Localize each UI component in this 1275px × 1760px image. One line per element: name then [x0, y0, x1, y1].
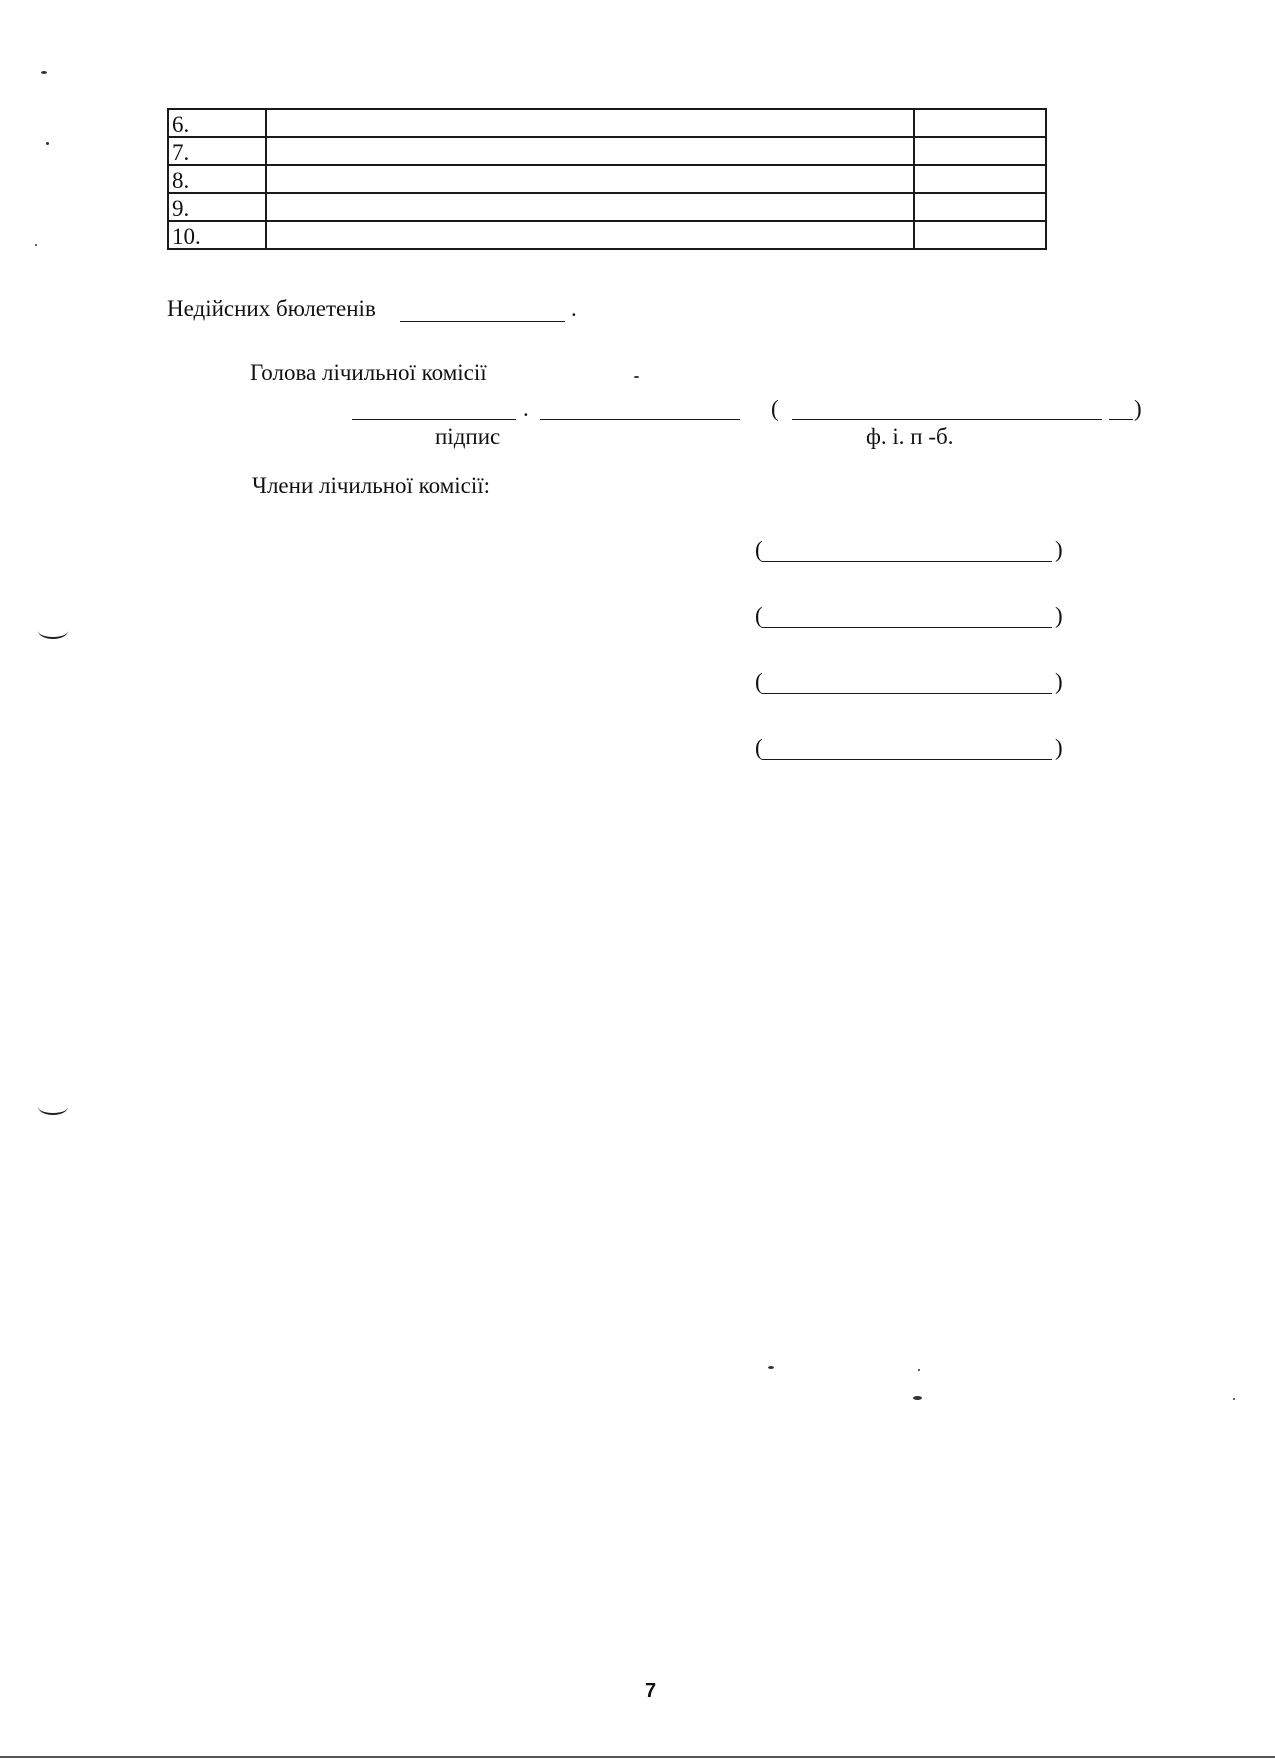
signature-caption: підпис	[435, 424, 501, 449]
chair-date-blank	[540, 419, 740, 420]
candidate-name-cell	[266, 193, 914, 221]
chair-name-blank-tail	[1109, 419, 1133, 420]
member-name-blank	[762, 561, 1052, 562]
member-open-paren: (	[755, 669, 763, 694]
chair-signature-blank	[352, 419, 516, 420]
member-open-paren: (	[755, 537, 763, 562]
scan-speck	[35, 244, 37, 246]
invalid-ballots-label: Недійсних бюлетенів	[167, 296, 376, 321]
members-title: Члени лічильної комісії:	[252, 473, 491, 498]
votes-cell	[914, 165, 1046, 193]
scan-speck	[41, 71, 47, 74]
candidate-name-cell	[266, 137, 914, 165]
member-name-blank	[762, 693, 1052, 694]
table-row	[168, 109, 1046, 137]
scan-speck	[634, 376, 639, 378]
votes-cell	[914, 109, 1046, 137]
scan-speck	[918, 1369, 920, 1371]
table-row	[168, 137, 1046, 165]
member-close-paren: )	[1055, 735, 1063, 760]
candidate-name-cell	[266, 165, 914, 193]
votes-cell	[914, 221, 1046, 249]
invalid-ballots-end-mark: .	[571, 296, 577, 321]
chair-name-blank	[792, 419, 1102, 420]
row-number-cell: 7.	[168, 137, 266, 165]
chair-title: Голова лічильної комісії	[250, 360, 487, 385]
row-number-cell: 8.	[168, 165, 266, 193]
member-open-paren: (	[755, 603, 763, 628]
row-number-cell: 9.	[168, 193, 266, 221]
row-number-cell: 6.	[168, 109, 266, 137]
table-row	[168, 165, 1046, 193]
member-name-blank	[762, 759, 1052, 760]
row-number-cell: 10.	[168, 221, 266, 249]
member-close-paren: )	[1055, 603, 1063, 628]
scan-speck	[1233, 1398, 1235, 1400]
scan-speck	[46, 142, 49, 145]
votes-cell	[914, 193, 1046, 221]
chair-open-paren: (	[771, 396, 779, 421]
candidate-name-cell	[266, 221, 914, 249]
chair-separator: .	[523, 396, 529, 421]
page-number: 7	[645, 1680, 657, 1702]
scan-speck	[913, 1396, 922, 1400]
chair-close-paren: )	[1134, 396, 1142, 421]
member-close-paren: )	[1055, 537, 1063, 562]
member-open-paren: (	[755, 735, 763, 760]
results-table	[167, 108, 1047, 250]
votes-cell	[914, 137, 1046, 165]
scan-mark	[38, 623, 68, 639]
scan-edge-line	[0, 1756, 1275, 1758]
candidate-name-cell	[266, 109, 914, 137]
table-row	[168, 221, 1046, 249]
invalid-ballots-blank	[400, 321, 565, 322]
scan-mark	[38, 1099, 68, 1115]
name-caption: ф. і. п -б.	[866, 424, 954, 449]
member-name-blank	[762, 627, 1052, 628]
member-close-paren: )	[1055, 669, 1063, 694]
table-row	[168, 193, 1046, 221]
scan-speck	[768, 1366, 774, 1369]
